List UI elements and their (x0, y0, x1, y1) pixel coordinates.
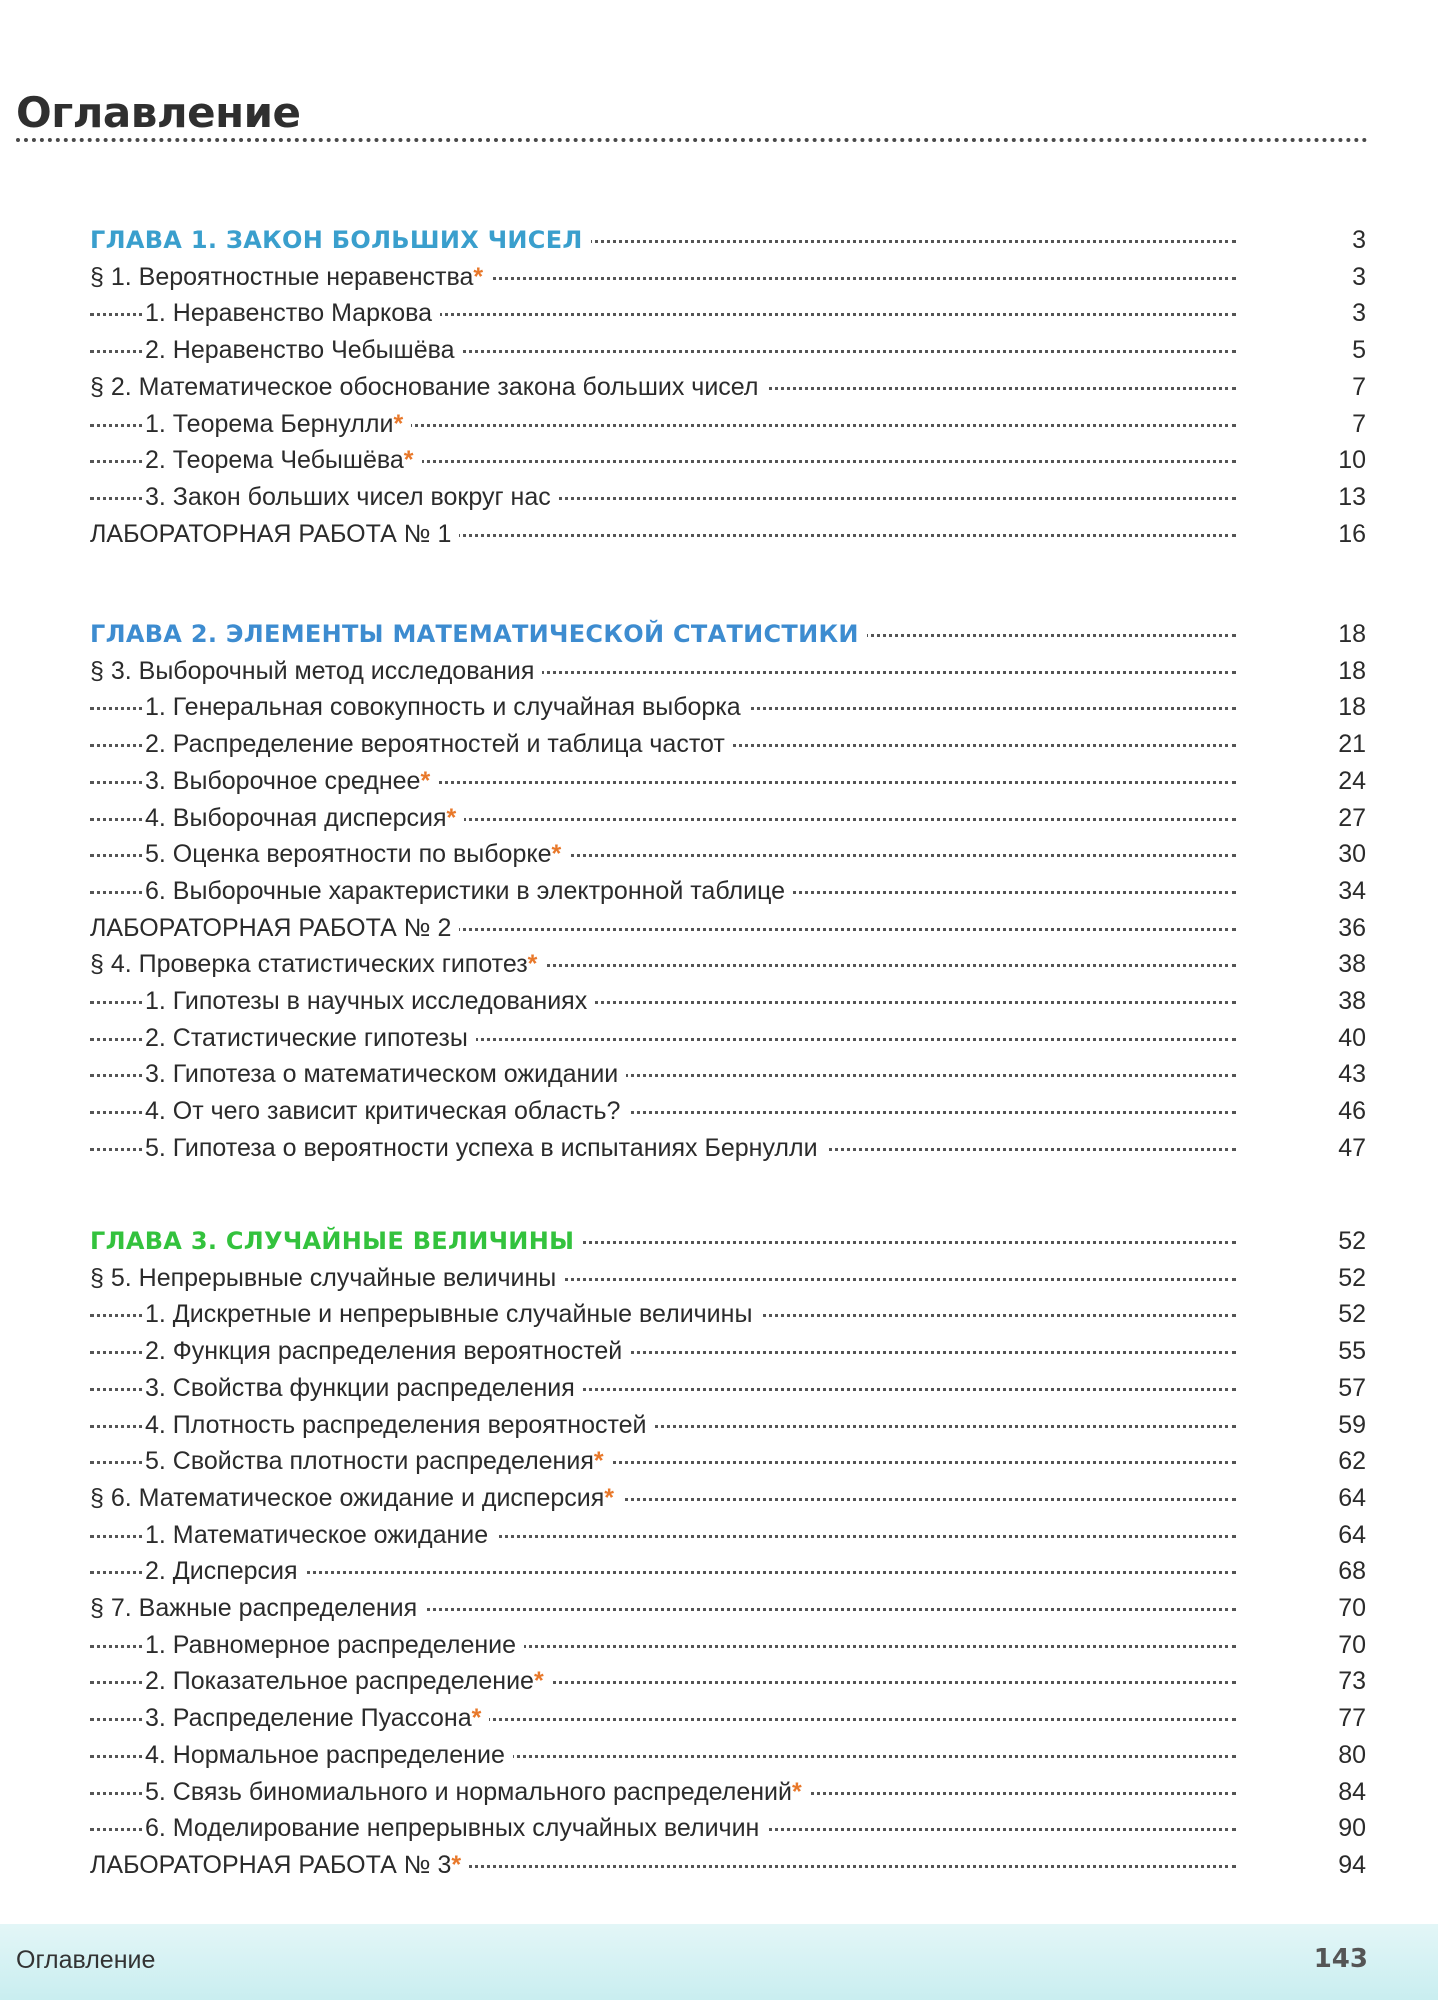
toc-entry-text: 2. Теорема Чебышёва (145, 446, 404, 475)
toc-entry-text: § 2. Математическое обоснование закона больших чисел (90, 372, 759, 401)
toc-subsection-row[interactable] (0, 689, 1438, 726)
toc-entry-label (90, 1590, 425, 1627)
toc-page-number: 24 (1338, 766, 1366, 795)
toc-section-row[interactable] (0, 946, 1438, 983)
toc-entry-label (90, 1223, 582, 1260)
toc-entry-label (145, 295, 440, 332)
toc-entry-text: 1. Математическое ожидание (145, 1520, 489, 1549)
toc-entry-label (145, 800, 464, 837)
toc-entry-text: 3. Закон больших чисел вокруг нас (145, 482, 551, 511)
toc-page-number: 55 (1338, 1337, 1366, 1366)
toc-entry-text: 1. Гипотезы в научных исследованиях (145, 987, 588, 1015)
toc-page-number: 64 (1338, 1520, 1366, 1549)
toc-page-number: 43 (1338, 1060, 1366, 1089)
toc-entry-text: ЛАБОРАТОРНАЯ РАБОТА № 1 (90, 519, 452, 548)
toc-page-number: 3 (1352, 226, 1366, 254)
toc-page-number: 62 (1338, 1447, 1366, 1476)
toc-entry-text: 1. Равномерное распределение (145, 1630, 517, 1659)
toc-subsection-row[interactable] (0, 442, 1438, 479)
toc-entry-label (145, 1627, 524, 1664)
toc-entry-label (145, 1093, 628, 1130)
toc-subsection-row[interactable] (0, 726, 1438, 763)
toc-entry-label (90, 516, 459, 553)
asterisk-mark-icon: * (471, 1704, 482, 1733)
toc-entry-label (90, 946, 545, 983)
toc-subsection-row[interactable] (0, 1370, 1438, 1407)
toc-entry-label (145, 1553, 306, 1590)
toc-entry-label (145, 1810, 767, 1847)
toc-entry-text: 4. Плотность распределения вероятностей (145, 1410, 647, 1439)
toc-page-number: 3 (1352, 299, 1366, 328)
toc-entry-text: § 1. Вероятностные неравенства (90, 262, 474, 291)
toc-chapter-row[interactable] (0, 1223, 1438, 1260)
footer-page-number: 143 (1313, 1944, 1368, 1974)
toc-subsection-row[interactable] (0, 1130, 1438, 1167)
toc-page-number: 47 (1338, 1133, 1366, 1162)
toc-entry-text: 2. Статистические гипотезы (145, 1023, 468, 1052)
toc-entry-label (145, 873, 793, 910)
toc-entry-text: § 7. Важные распределения (90, 1594, 418, 1622)
toc-entry-label (145, 1333, 630, 1370)
toc-subsection-row[interactable] (0, 1810, 1438, 1847)
toc-subsection-row[interactable] (0, 1333, 1438, 1370)
toc-entry-text: 3. Гипотеза о математическом ожидании (145, 1060, 619, 1089)
toc-subsection-row[interactable] (0, 1774, 1438, 1811)
toc-page-number: 52 (1338, 1227, 1366, 1255)
toc-entry-text: § 4. Проверка статистических гипотез (90, 950, 528, 979)
toc-page-number: 18 (1338, 693, 1366, 722)
toc-entry-label (90, 653, 542, 690)
toc-entry-text: 4. Нормальное распределение (145, 1740, 505, 1769)
toc-entry-label (90, 259, 491, 296)
toc-entry-text: ГЛАВА 3. СЛУЧАЙНЫЕ ВЕЛИЧИНЫ (90, 1227, 575, 1255)
toc-entry-text: ЛАБОРАТОРНАЯ РАБОТА № 2 (90, 913, 452, 942)
toc-entry-text: 5. Связь биномиального и нормального распределений (145, 1777, 792, 1806)
page-footer (0, 1924, 1438, 2000)
toc-subsection-row[interactable] (0, 836, 1438, 873)
toc-section-row[interactable] (0, 1260, 1438, 1297)
toc-page-number: 77 (1338, 1704, 1366, 1733)
toc-subsection-row[interactable] (0, 1553, 1438, 1590)
toc-page-number: 84 (1338, 1777, 1366, 1806)
toc-entry-label (145, 1774, 810, 1811)
toc-entry-label (145, 332, 463, 369)
toc-entry-label (145, 1370, 583, 1407)
toc-entry-label (145, 1443, 612, 1480)
asterisk-mark-icon: * (451, 1850, 462, 1879)
toc-entry-text: 1. Теорема Бернулли (145, 409, 394, 438)
toc-page-number: 13 (1338, 482, 1366, 511)
asterisk-mark-icon: * (527, 950, 538, 979)
toc-subsection-row[interactable] (0, 332, 1438, 369)
toc-lab-row[interactable] (0, 516, 1438, 553)
toc-entry-label (145, 1407, 655, 1444)
toc-page-number: 52 (1338, 1263, 1366, 1292)
asterisk-mark-icon: * (533, 1667, 544, 1696)
toc-page-number: 80 (1338, 1740, 1366, 1769)
toc-entry-label (145, 1737, 513, 1774)
toc-subsection-row[interactable] (0, 295, 1438, 332)
toc-subsection-row[interactable] (0, 1627, 1438, 1664)
toc-entry-label (145, 1020, 476, 1057)
toc-section-row[interactable] (0, 369, 1438, 406)
toc-lab-row[interactable] (0, 1847, 1438, 1884)
toc-page-number: 57 (1338, 1373, 1366, 1402)
toc-entry-label (145, 442, 422, 479)
toc-entry-label (145, 1700, 489, 1737)
toc-subsection-row[interactable] (0, 1056, 1438, 1093)
toc-entry-label (145, 406, 411, 443)
toc-page-number: 21 (1338, 730, 1366, 759)
toc-subsection-row[interactable] (0, 1020, 1438, 1057)
toc-subsection-row[interactable] (0, 1296, 1438, 1333)
toc-page-number: 10 (1338, 446, 1366, 475)
toc-chapter-row[interactable] (0, 222, 1438, 259)
toc-entry-label (90, 1480, 622, 1517)
toc-entry-label (90, 616, 867, 653)
toc-page-number: 30 (1338, 840, 1366, 869)
toc-page-number: 18 (1338, 656, 1366, 685)
asterisk-mark-icon: * (403, 446, 414, 475)
toc-page-number: 34 (1338, 876, 1366, 905)
toc-entry-text: ГЛАВА 2. ЭЛЕМЕНТЫ МАТЕМАТИЧЕСКОЙ СТАТИСТИКИ (90, 620, 859, 648)
toc-page-number: 36 (1338, 913, 1366, 942)
toc-entry-text: 3. Распределение Пуассона (145, 1704, 472, 1733)
toc-subsection-row[interactable] (0, 1517, 1438, 1554)
toc-page-number: 5 (1352, 336, 1366, 365)
toc-page-number: 7 (1352, 372, 1366, 401)
title-dotted-rule (16, 138, 1368, 142)
toc-entry-label (145, 1517, 496, 1554)
toc-page-number: 38 (1338, 987, 1366, 1015)
toc-subsection-row[interactable] (0, 800, 1438, 837)
toc-entry-label (145, 763, 438, 800)
toc-section-row[interactable] (0, 653, 1438, 690)
toc-entry-text: 1. Дискретные и непрерывные случайные величины (145, 1300, 753, 1329)
toc-page-number: 38 (1338, 950, 1366, 979)
toc-page-number: 40 (1338, 1023, 1366, 1052)
toc-entry-text: 6. Выборочные характеристики в электронной таблице (145, 876, 786, 905)
toc-page-number: 46 (1338, 1097, 1366, 1126)
toc-subsection-row[interactable] (0, 1700, 1438, 1737)
toc-entry-label (145, 1130, 826, 1167)
toc-page-number: 27 (1338, 803, 1366, 832)
toc-entry-text: 2. Распределение вероятностей и таблица частот (145, 730, 725, 759)
toc-entry-text: 6. Моделирование непрерывных случайных величин (145, 1814, 760, 1843)
toc-subsection-row[interactable] (0, 763, 1438, 800)
toc-entry-text: 1. Генеральная совокупность и случайная выборка (145, 693, 741, 722)
toc-subsection-row[interactable] (0, 983, 1438, 1020)
toc-subsection-row[interactable] (0, 873, 1438, 910)
toc-entry-label (145, 726, 733, 763)
asterisk-mark-icon: * (473, 262, 484, 291)
asterisk-mark-icon: * (393, 409, 404, 438)
toc-page-number: 16 (1338, 519, 1366, 548)
toc-entry-text: 2. Неравенство Чебышёва (145, 336, 455, 365)
toc-entry-text: 5. Свойства плотности распределения (145, 1447, 594, 1476)
toc-subsection-row[interactable] (0, 1663, 1438, 1700)
toc-page-number: 70 (1338, 1630, 1366, 1659)
toc-page-number: 90 (1338, 1814, 1366, 1843)
toc-page-number: 52 (1338, 1300, 1366, 1329)
toc-chapter-row[interactable] (0, 616, 1438, 653)
toc-page-number: 18 (1338, 620, 1366, 648)
toc-subsection-row[interactable] (0, 1407, 1438, 1444)
toc-entry-label (145, 1296, 760, 1333)
toc-page-number: 59 (1338, 1410, 1366, 1439)
toc-entry-text: 2. Функция распределения вероятностей (145, 1337, 623, 1366)
toc-entry-text: 2. Дисперсия (145, 1557, 298, 1586)
asterisk-mark-icon: * (446, 803, 457, 832)
toc-entry-text: ЛАБОРАТОРНАЯ РАБОТА № 3 (90, 1850, 452, 1879)
toc-entry-label (145, 836, 569, 873)
asterisk-mark-icon: * (593, 1447, 604, 1476)
toc-entry-text: 1. Неравенство Маркова (145, 299, 433, 328)
asterisk-mark-icon: * (420, 766, 431, 795)
asterisk-mark-icon: * (604, 1483, 615, 1512)
toc-subsection-row[interactable] (0, 1093, 1438, 1130)
toc-entry-text: 3. Выборочное среднее (145, 766, 421, 795)
toc-subsection-row[interactable] (0, 1443, 1438, 1480)
asterisk-mark-icon: * (551, 840, 562, 869)
toc-entry-label (90, 369, 766, 406)
toc-entry-text: § 3. Выборочный метод исследования (90, 656, 535, 685)
toc-entry-text: ГЛАВА 1. ЗАКОН БОЛЬШИХ ЧИСЕЛ (90, 226, 583, 254)
toc-entry-label (145, 983, 595, 1020)
toc-entry-label (145, 689, 749, 726)
toc-entry-label (90, 1260, 564, 1297)
toc-entry-text: 2. Показательное распределение (145, 1667, 534, 1696)
toc-entry-text: 4. От чего зависит критическая область? (145, 1097, 621, 1126)
toc-entry-label (90, 222, 591, 259)
toc-entry-text: 5. Оценка вероятности по выборке (145, 840, 552, 869)
toc-entry-text: 5. Гипотеза о вероятности успеха в испытаниях Бернулли (145, 1133, 818, 1162)
toc-entry-label (145, 1663, 552, 1700)
toc-section-row[interactable] (0, 1480, 1438, 1517)
toc-page-number: 68 (1338, 1557, 1366, 1586)
toc-subsection-row[interactable] (0, 406, 1438, 443)
toc-lab-row[interactable] (0, 910, 1438, 947)
toc-entry-label (145, 1056, 626, 1093)
toc-page-number: 3 (1352, 262, 1366, 291)
toc-page-number: 94 (1338, 1850, 1366, 1879)
toc-page-number: 7 (1352, 409, 1366, 438)
page-title: Оглавление (16, 88, 301, 137)
toc-page-number: 64 (1338, 1483, 1366, 1512)
toc-subsection-row[interactable] (0, 1737, 1438, 1774)
toc-entry-label (90, 910, 459, 947)
toc-entry-label (145, 479, 559, 516)
toc-entry-text: § 6. Математическое ожидание и дисперсия (90, 1483, 605, 1512)
toc-section-row[interactable] (0, 1590, 1438, 1627)
toc-entry-text: 4. Выборочная дисперсия (145, 803, 447, 832)
toc-entry-text: § 5. Непрерывные случайные величины (90, 1263, 557, 1292)
toc-page-number: 70 (1338, 1594, 1366, 1622)
asterisk-mark-icon: * (791, 1777, 802, 1806)
toc-subsection-row[interactable] (0, 479, 1438, 516)
toc-entry-text: 3. Свойства функции распределения (145, 1373, 575, 1402)
footer-title: Оглавление (16, 1946, 156, 1974)
toc-section-row[interactable] (0, 259, 1438, 296)
toc-entry-label (90, 1847, 469, 1884)
toc-page-number: 73 (1338, 1667, 1366, 1696)
